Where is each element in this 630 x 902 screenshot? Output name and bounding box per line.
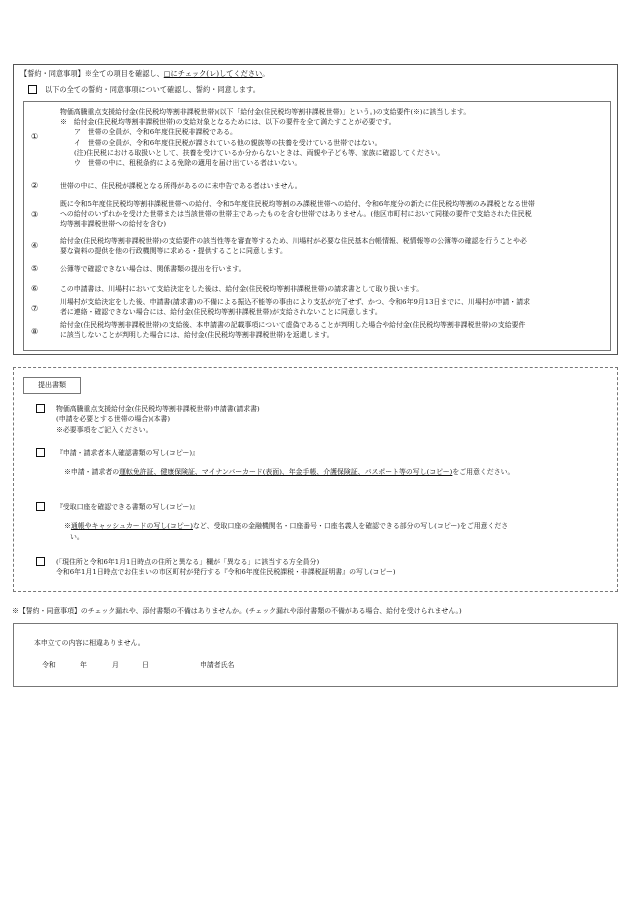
oath-item-number: ⑤	[31, 264, 39, 273]
checklist-note: ※【誓約・同意事項】のチェック漏れや、添付書類の不備はありませんか。(チェック漏れや添付書類の不備がある場合、給付を受けられません。)	[12, 607, 462, 615]
oath-item-line: 既に令和5年度住民税均等割非課税世帯への給付、令和5年度住民税均等割のみ課税世帯への給付、令和6年度分の新たに住民税均等割のみ課税となる世帯	[60, 200, 535, 208]
oath-header-prefix: 【誓約・同意事項】※全ての項目を確認し、	[20, 69, 164, 78]
oath-section	[13, 64, 618, 355]
oath-item-number: ①	[31, 132, 39, 141]
oath-item-number: ③	[31, 210, 39, 219]
document-line: 令和6年1月1日時点でお住まいの市区町村が発行する『令和6年度住民税課税・非課税証明書』の写し(コピー)	[56, 568, 396, 577]
document-note-wrap: い。	[70, 532, 84, 541]
document-note-suffix: をご用意ください。	[452, 468, 515, 477]
signature-statement: 本申立ての内容に相違ありません。	[34, 639, 145, 647]
document-checkbox[interactable]	[36, 557, 45, 566]
document-note	[56, 521, 607, 531]
agree-all-checkbox[interactable]	[28, 85, 37, 94]
document-line: (申請を必要とする世帯の場合)(本書)	[56, 415, 171, 424]
document-note-underlined: 通帳やキャッシュカードの写し(コピー)	[70, 522, 193, 531]
oath-item-line: 要な資料の提供を他の行政機関等に求める・提供することに同意します。	[60, 247, 287, 256]
oath-item-number: ⑥	[31, 284, 39, 293]
documents-tab-label: 提出書類	[23, 377, 81, 394]
oath-header-suffix: 。	[262, 69, 270, 78]
agree-all-label: 以下の全ての誓約・同意事項について確認し、誓約・同意します。	[45, 85, 260, 94]
document-checkbox[interactable]	[36, 448, 45, 457]
oath-item-line: イ 世帯の全員が、令和6年度住民税が課されている他の親族等の扶養を受けている世帯ではない。	[74, 138, 382, 147]
oath-item-line: 公簿等で確認できない場合は、関係書類の提出を行います。	[60, 265, 246, 273]
day-label: 日	[142, 661, 149, 669]
oath-header	[20, 69, 269, 79]
oath-item-line: への給付のいずれかを受けた世帯または当該世帯の世帯主であったものを含む世帯ではありません。(他区市町村において同様の要件で支給された住民税	[60, 210, 532, 219]
document-checkbox[interactable]	[36, 502, 45, 511]
oath-items-box	[23, 101, 611, 351]
document-note	[56, 467, 607, 477]
oath-item-line: 川場村が支給決定をした後、申請書(請求書)の不備による振込不能等の事由により支払が完了せず、かつ、令和6年9月13日までに、川場村が申請・請求	[60, 298, 530, 306]
applicant-name-label: 申請者氏名	[200, 661, 235, 669]
document-title: 『申請・請求者本人確認書類の写し(コピー)』	[56, 449, 199, 457]
oath-item-number: ⑦	[31, 304, 39, 313]
oath-item-line: (注)住民税における取扱いとして、扶養を受けているか分からないときは、両親や子ども等、家族に確認してください。	[74, 148, 445, 157]
year-label: 年	[80, 661, 87, 669]
document-note-prefix: ※	[64, 522, 71, 531]
oath-item-line: ア 世帯の全員が、令和6年度住民税非課税である。	[74, 128, 237, 137]
oath-item-number: ⑧	[31, 327, 39, 336]
era-label: 令和	[42, 661, 56, 669]
document-line: 物価高騰重点支援給付金(住民税均等割非課税世帯)申請書(請求書)	[56, 405, 260, 413]
document-note-prefix: ※申請・請求者の	[64, 468, 120, 477]
oath-item-line: ウ 世帯の中に、租税条約による免除の適用を届け出ている者はいない。	[74, 159, 302, 168]
document-note-underlined: 運転免許証、健康保険証、マイナンバーカード(表面)、年金手帳、介護保険証、パスポート等の写し(コピー)	[119, 468, 453, 477]
oath-item-line: ※ 給付金(住民税均等割非課税世帯)の支給対象となるためには、以下の要件を全て満たすことが必要です。	[60, 118, 396, 127]
document-line: ※必要事項をご記入ください。	[56, 425, 153, 434]
document-checkbox[interactable]	[36, 404, 45, 413]
document-title: 『受取口座を確認できる書類の写し(コピー)』	[56, 503, 199, 511]
oath-item-line: 者に連絡・確認できない場合には、給付金(住民税均等割非課税世帯)が支給されないことに同意します。	[60, 308, 382, 317]
oath-item-line: この申請書は、川場村において支給決定をした後は、給付金(住民税均等割非課税世帯)の請求書として取り扱います。	[60, 285, 424, 293]
oath-item-line: に該当しないことが判明した場合には、給付金(住民税均等割非課税世帯)を返還します。	[60, 331, 334, 340]
oath-item-number: ②	[31, 181, 39, 190]
agree-all-row	[28, 85, 260, 95]
oath-item-line: 均等割非課税世帯への給付を含む)	[60, 220, 167, 229]
oath-header-highlight: □にチェック(レ)してください	[163, 69, 263, 78]
oath-item-line: 給付金(住民税均等割非課税世帯)の支給要件の該当性等を審査等するため、川場村が必要な住民基本台帳情報、税情報等の公簿等の確認を行うことや必	[60, 237, 527, 245]
document-note-suffix: など、受取口座の金融機関名・口座番号・口座名義人を確認できる部分の写し(コピー)をご用意くださ	[193, 522, 509, 531]
oath-item-number: ④	[31, 241, 39, 250]
document-line: (「現住所と令和6年1月1日時点の住所と異なる」欄が「異なる」に該当する方全員分)	[56, 558, 320, 566]
oath-item-line: 物価高騰重点支援給付金(住民税均等割非課税世帯)(以下「給付金(住民税均等割非課税世帯)」という。)の支給要件(※)に該当します。	[60, 108, 471, 116]
documents-section	[13, 367, 618, 592]
month-label: 月	[112, 661, 119, 669]
oath-item-line: 給付金(住民税均等割非課税世帯)の支給後、本申請書の記載事項について虚偽であることが判明した場合や給付金(住民税均等割非課税世帯)の支給要件	[60, 321, 526, 329]
signature-section	[13, 623, 618, 687]
oath-item-line: 世帯の中に、住民税が課税となる所得があるのに未申告である者はいません。	[60, 182, 302, 190]
